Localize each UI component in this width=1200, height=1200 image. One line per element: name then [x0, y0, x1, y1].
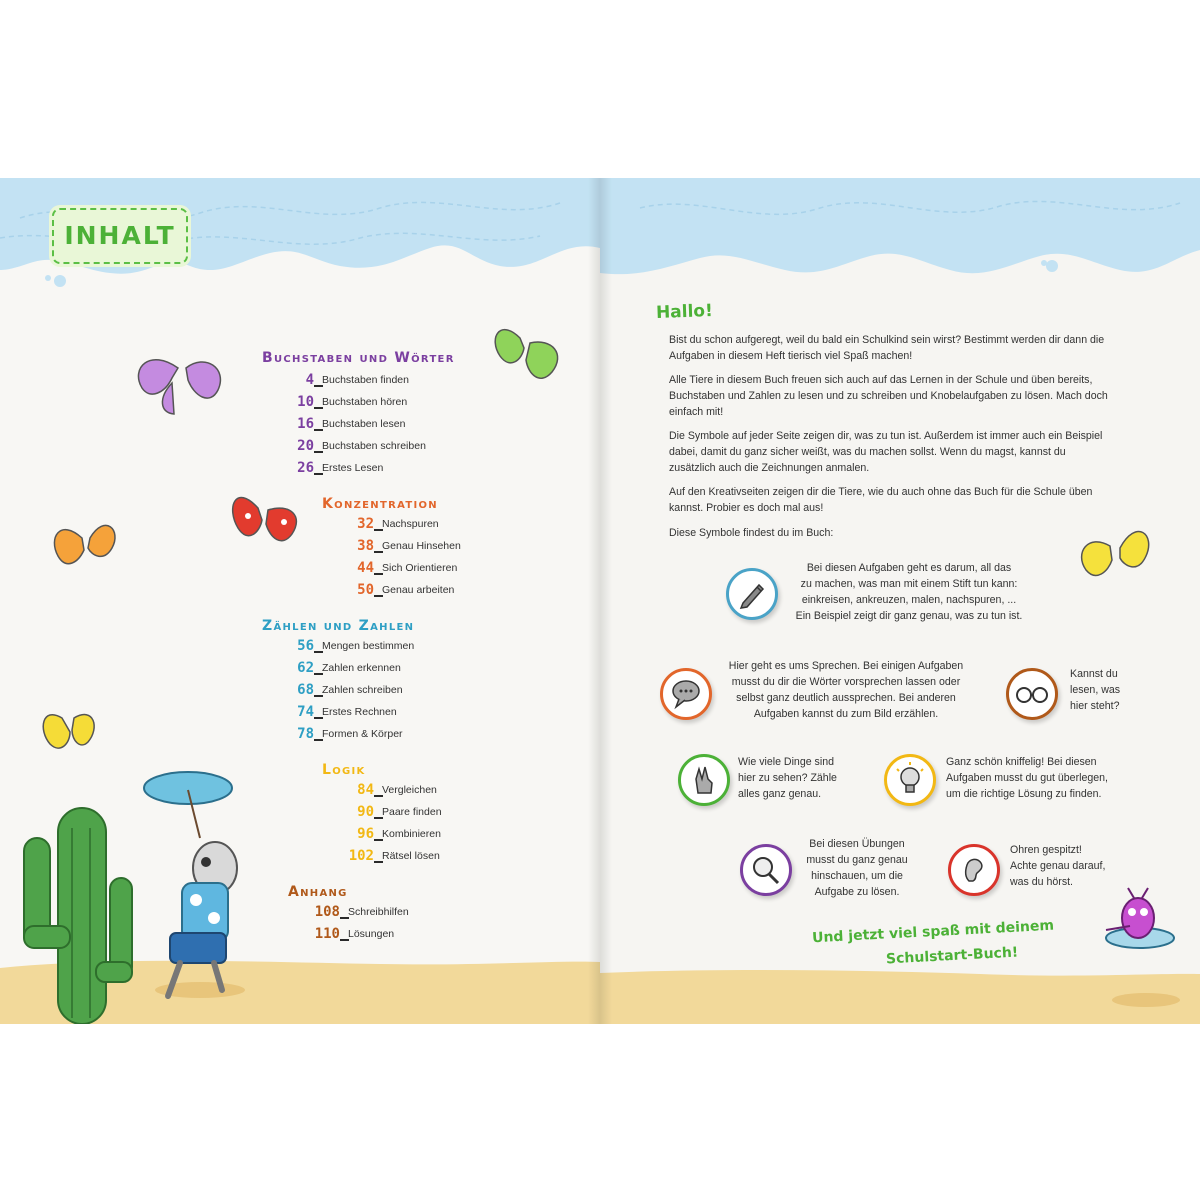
lightbulb-symbol-description: Ganz schön kniffelig! Bei diesen Aufgaben musst du gut überlegen, um die richtige Lösung zu finden. [946, 756, 1108, 800]
toc-entry[interactable] [322, 848, 522, 868]
toc-page-number: 84 [357, 782, 374, 798]
magnifier-symbol-description: Bei diesen Übungen musst du ganz genau hinschauen, um die Aufgabe zu lösen. [806, 838, 908, 898]
toc-label: Buchstaben lesen [322, 418, 406, 430]
toc-entry[interactable] [262, 394, 462, 414]
toc-label: Vergleichen [382, 784, 437, 796]
toc-page-number: 20 [297, 438, 314, 454]
toc-label: Mengen bestimmen [322, 640, 415, 652]
ear-symbol-description: Ohren gespitzt! Achte genau darauf, was du hörst. [1010, 844, 1106, 888]
toc-page-number: 4 [305, 372, 314, 388]
greeting-heading: Hallo! [655, 301, 714, 323]
toc-page-number: 10 [297, 394, 314, 410]
contents-heading: INHALT [64, 221, 176, 250]
pencil-symbol-description: Bei diesen Aufgaben geht es darum, all das zu machen, was man mit einem Stift tun kann: einkreisen, ankreuzen, malen, nachspuren, ... Ein Beispiel zeigt dir ganz genau, was zu tun ist. [795, 562, 1023, 622]
toc-page-number: 96 [357, 826, 374, 842]
toc-page-number: 78 [297, 726, 314, 742]
toc-label: Erstes Lesen [322, 462, 384, 474]
toc-page-number: 68 [297, 682, 314, 698]
introduction-page [600, 178, 1200, 1024]
ear-icon [948, 844, 1000, 896]
section-title-anhang: Anhang [288, 884, 348, 900]
glasses-icon [1006, 668, 1058, 720]
glasses-symbol-description: Kannst du lesen, was hier steht? [1070, 668, 1121, 712]
toc-entry[interactable] [322, 782, 522, 802]
toc-label: Paare finden [382, 806, 442, 818]
toc-entry[interactable] [262, 416, 462, 436]
toc-entry[interactable] [262, 372, 462, 392]
toc-label: Buchstaben hören [322, 396, 408, 408]
toc-page-number: 50 [357, 582, 374, 598]
book-spread [0, 178, 1200, 1024]
toc-entry[interactable] [322, 826, 522, 846]
toc-page-number: 26 [297, 460, 314, 476]
butterfly-green-striped [495, 330, 557, 379]
contents-heading-box [52, 208, 188, 264]
toc-page-number: 108 [314, 904, 340, 920]
toc-entry[interactable] [322, 538, 522, 558]
intro-paragraph: Bist du schon aufgeregt, weil du bald ein Schulkind sein wirst? Bestimmt werden dir dann die Aufgaben in diesem Heft tierisch viel Spaß machen! [669, 334, 1105, 362]
toc-page-number: 74 [297, 704, 314, 720]
toc-page-number: 44 [357, 560, 374, 576]
toc-entry[interactable] [288, 904, 488, 924]
toc-label: Kombinieren [382, 828, 441, 840]
toc-label: Buchstaben finden [322, 374, 409, 386]
counting-hand-icon [678, 754, 730, 806]
toc-label: Nachspuren [382, 518, 439, 530]
intro-paragraph: Alle Tiere in diesem Buch freuen sich auch auf das Lernen in der Schule und üben bereits, Buchstaben und Zahlen zu lesen und zu schreiben und Knobelaufgaben zu lösen. Mach doch einfach mit! [669, 374, 1108, 418]
toc-page-number: 56 [297, 638, 314, 654]
intro-paragraph: Auf den Kreativseiten zeigen dir die Tiere, wie du auch ohne das Buch für die Schule üben kannst. Probier es doch mal aus! [669, 486, 1093, 514]
closing-line-2: Schulstart-Buch! [885, 944, 1019, 968]
toc-entry[interactable] [262, 638, 462, 658]
toc-page-number: 32 [357, 516, 374, 532]
closing-line-1: Und jetzt viel spaß mit deinem [811, 917, 1055, 947]
counting-symbol-description: Wie viele Dinge sind hier zu sehen? Zähle alles ganz genau. [738, 756, 837, 800]
butterfly-orange [54, 525, 115, 563]
toc-entry[interactable] [322, 582, 522, 602]
speech-bubble-icon [660, 668, 712, 720]
book-gutter [588, 178, 612, 1024]
toc-label: Schreibhilfen [348, 906, 409, 918]
section-title-logik: Logik [322, 762, 366, 778]
section-title-konzentration: Konzentration [322, 496, 438, 512]
section-title-buchstaben: Buchstaben und Wörter [262, 350, 455, 366]
intro-paragraph: Diese Symbole findest du im Buch: [669, 527, 834, 539]
toc-entry[interactable] [262, 726, 462, 746]
toc-label: Genau arbeiten [382, 584, 455, 596]
toc-page-number: 16 [297, 416, 314, 432]
toc-label: Sich Orientieren [382, 562, 458, 574]
toc-page-number: 38 [357, 538, 374, 554]
toc-label: Formen & Körper [322, 728, 403, 740]
speech-symbol-description: Hier geht es ums Sprechen. Bei einigen Aufgaben musst du dir die Wörter vorsprechen lassen oder selbst ganz deutlich aussprechen. Bei anderen Aufgaben kannst du zum Bild erzählen. [728, 660, 964, 720]
pencil-icon [726, 568, 778, 620]
toc-label: Zahlen schreiben [322, 684, 403, 696]
toc-label: Zahlen erkennen [322, 662, 401, 674]
toc-entry[interactable] [262, 682, 462, 702]
alien-ufo-illustration [1106, 888, 1174, 948]
toc-entry[interactable] [262, 704, 462, 724]
section-title-zaehlen: Zählen und Zahlen [262, 618, 415, 634]
toc-entry[interactable] [322, 516, 522, 536]
toc-label: Buchstaben schreiben [322, 440, 426, 452]
toc-label: Erstes Rechnen [322, 706, 397, 718]
butterfly-purple [138, 360, 220, 414]
butterfly-yellow [43, 715, 94, 749]
toc-entry[interactable] [322, 560, 522, 580]
intro-paragraph: Die Symbole auf jeder Seite zeigen dir, was zu tun ist. Außerdem ist immer auch ein Beispiel dabei, damit du ganz sicher weißt, was du machen sollst. Wenn du magst, kannst du zusätzlich auch die Zeichnungen anmalen. [669, 430, 1103, 474]
magnifier-icon [740, 844, 792, 896]
toc-label: Rätsel lösen [382, 850, 440, 862]
contents-page [0, 178, 600, 1024]
toc-entry[interactable] [262, 660, 462, 680]
toc-page-number: 110 [314, 926, 340, 942]
toc-page-number: 90 [357, 804, 374, 820]
toc-entry[interactable] [322, 804, 522, 824]
toc-label: Lösungen [348, 928, 395, 940]
toc-page-number: 102 [348, 848, 374, 864]
toc-entry[interactable] [262, 438, 462, 458]
toc-page-number: 62 [297, 660, 314, 676]
toc-entry[interactable] [288, 926, 488, 946]
butterfly-red [233, 498, 297, 541]
toc-label: Genau Hinsehen [382, 540, 461, 552]
toc-entry[interactable] [262, 460, 462, 480]
lightbulb-icon [884, 754, 936, 806]
